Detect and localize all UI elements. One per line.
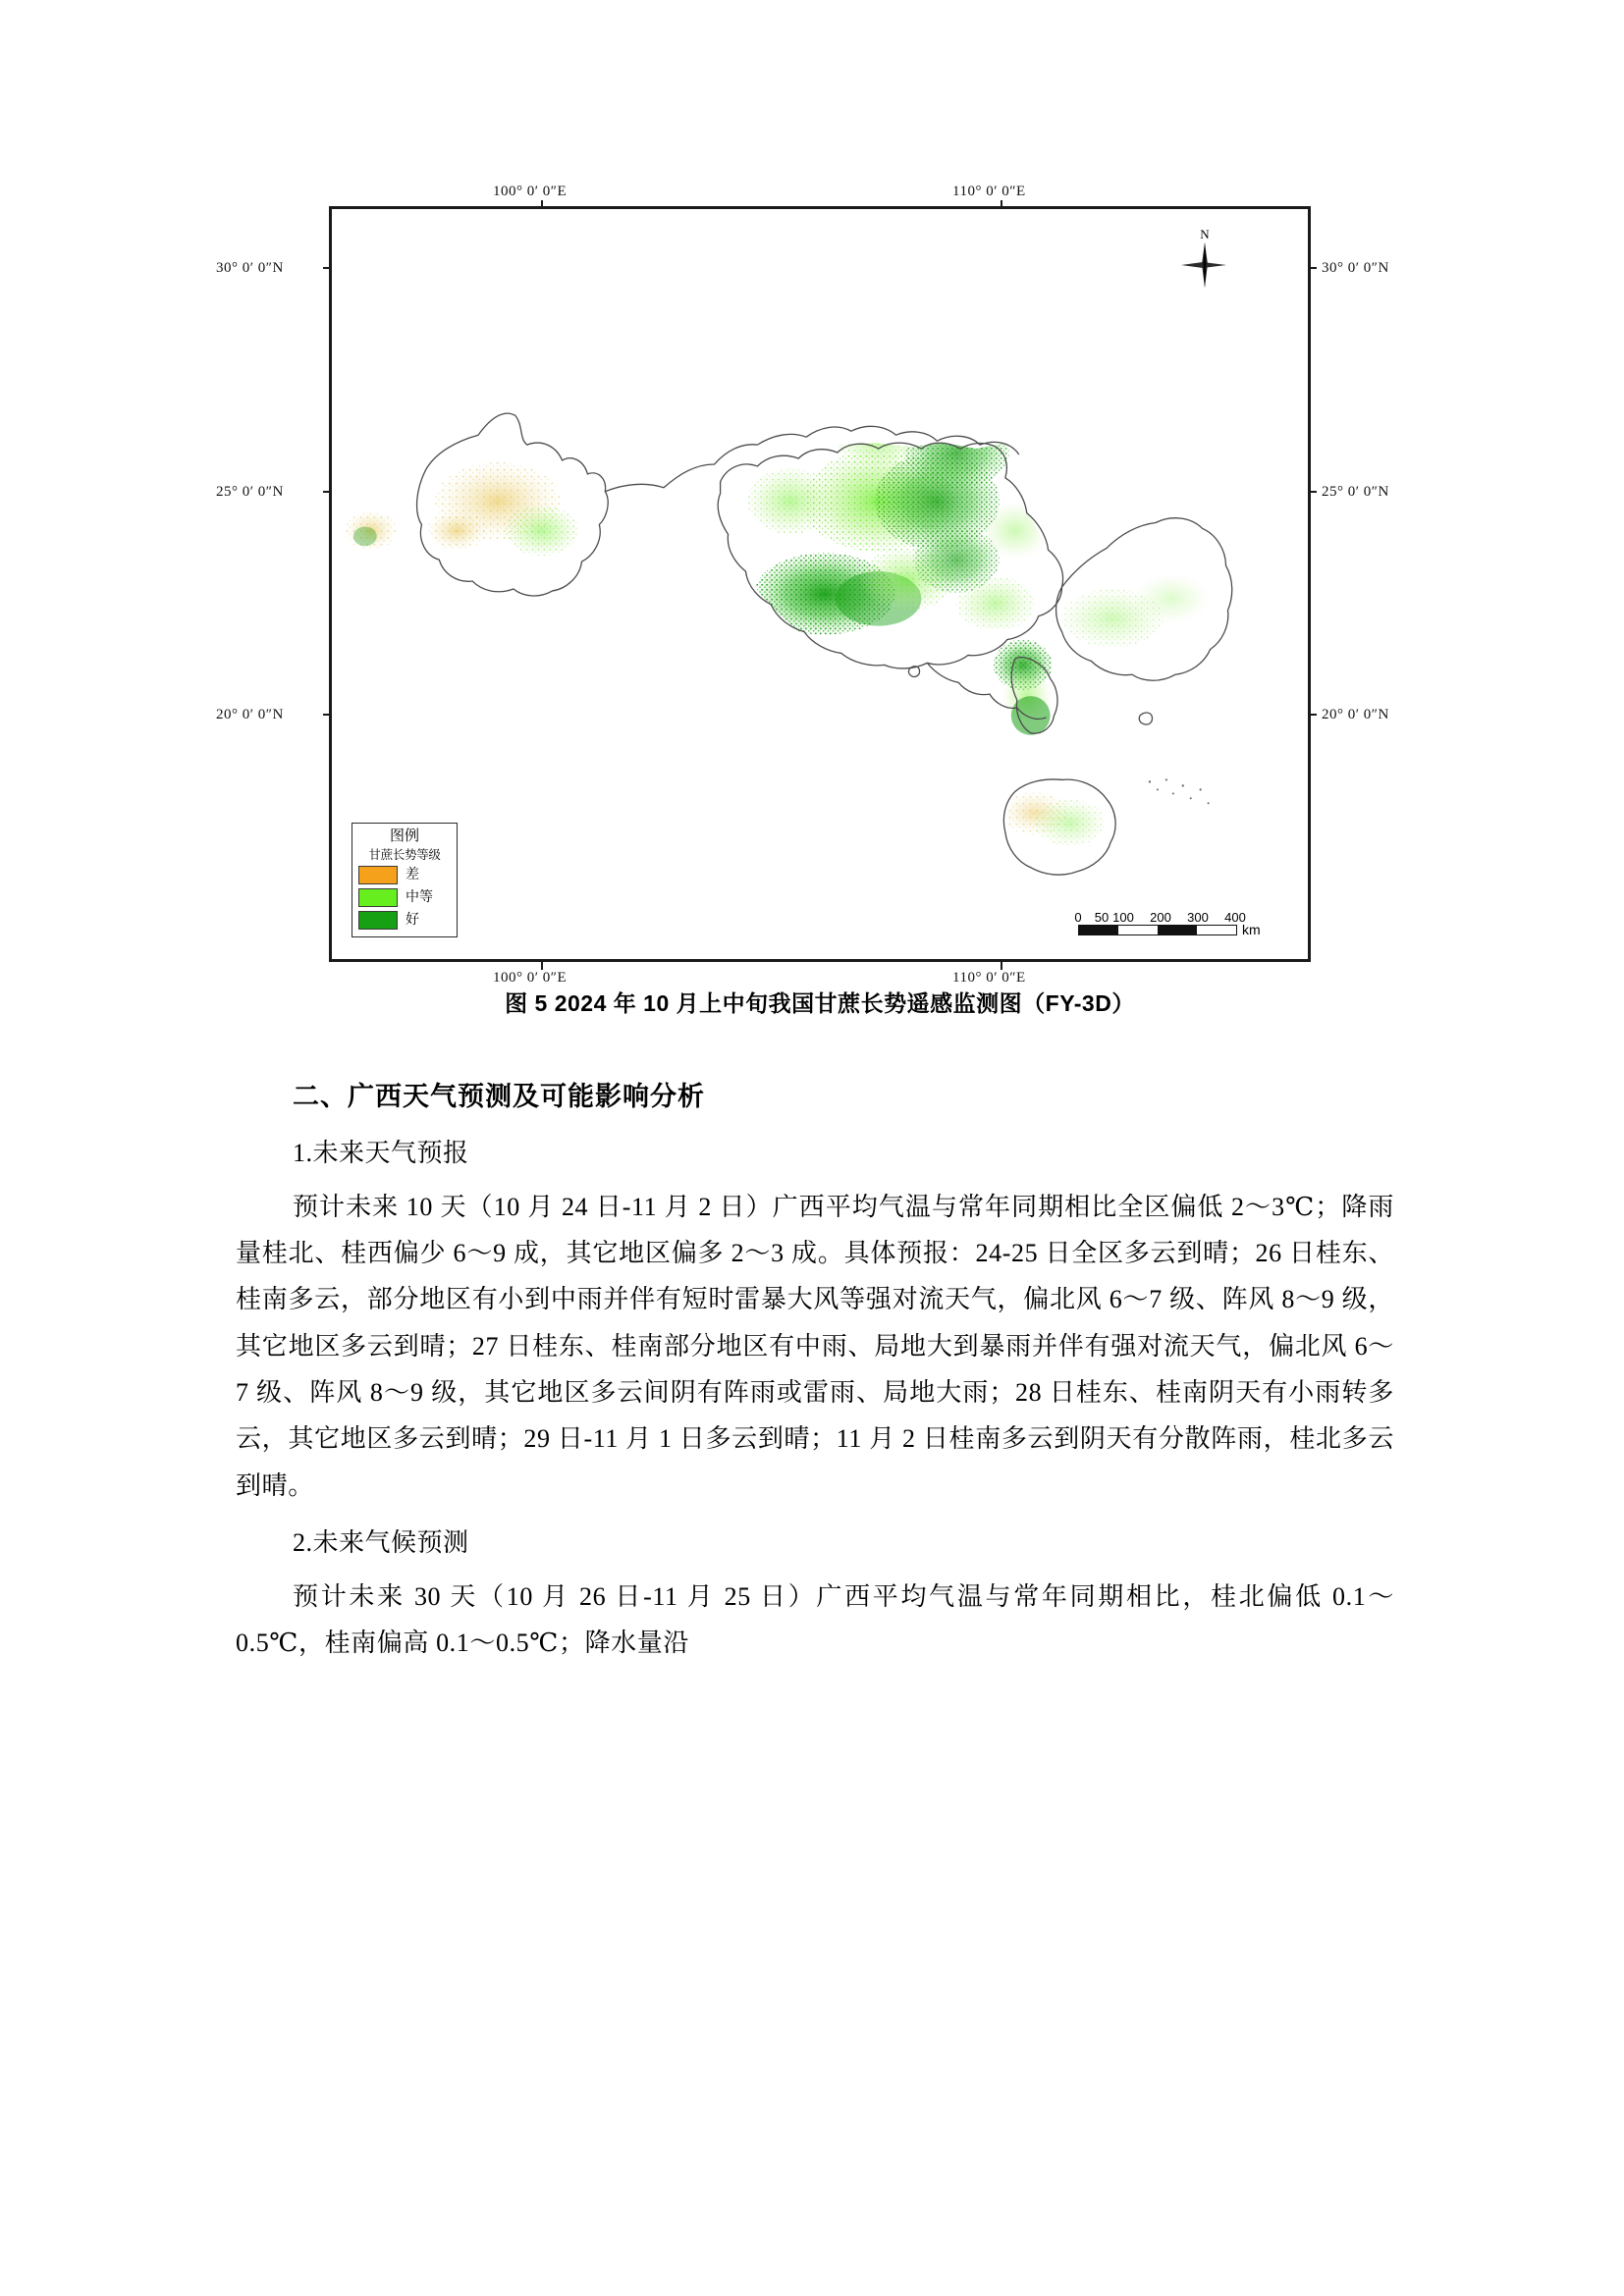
sub-heading-1: 1.未来天气预报 — [293, 1139, 469, 1167]
tick-mark — [541, 200, 543, 209]
lon-label-top-left: 100° 0′ 0″E — [493, 184, 568, 199]
tick-mark — [1308, 267, 1317, 269]
tick-mark — [1001, 961, 1002, 970]
lat-label-right-30: 30° 0′ 0″N — [1322, 260, 1389, 276]
legend-item-good — [358, 911, 451, 930]
north-arrow — [1175, 227, 1234, 295]
legend-label-poor: 差 — [406, 867, 419, 882]
map-legend — [352, 823, 458, 937]
section-heading: 二、广西天气预测及可能影响分析 — [293, 1082, 705, 1111]
sub-heading-2: 2.未来气候预测 — [293, 1527, 469, 1557]
legend-title: 图例 — [389, 828, 419, 845]
legend-item-medium — [358, 888, 451, 907]
scalebar-tick-100: 100 — [1112, 910, 1134, 925]
tick-mark — [1308, 491, 1317, 493]
tick-mark — [323, 491, 332, 493]
tick-mark — [1001, 200, 1002, 209]
tick-mark — [323, 267, 332, 269]
lat-label-left-20: 20° 0′ 0″N — [216, 707, 284, 722]
legend-label-medium: 中等 — [406, 889, 433, 905]
scalebar-segment — [1079, 926, 1118, 934]
legend-swatch-poor — [358, 866, 398, 884]
tick-mark — [541, 961, 543, 970]
legend-item-poor — [358, 866, 451, 884]
map-canvas — [332, 209, 1308, 959]
legend-subtitle: 甘蔗长势等级 — [368, 847, 441, 862]
tick-mark — [323, 714, 332, 716]
map-frame — [216, 184, 1389, 986]
paragraph-1: 预计未来 10 天（10 月 24 日-11 月 2 日）广西平均气温与常年同期相比全区偏低 2～3℃；降雨量桂北、桂西偏少 6～9 成，其它地区偏多 2～3 成。具体预报：24-25 日全区多云到晴；26 日桂东、桂南多云，部分地区有小到中雨并伴有短时雷暴大风等强对流天气，偏北风 6～7 级、阵风 8～9 级，其它地区多云到晴；27 日桂东、桂南部分地区有中雨、局地大到暴雨并伴有强对流天气，偏北风 6～7 级、阵风 8～9 级，其它地区多云间阴有阵雨或雷雨、局地大雨；28 日桂东、桂南阴天有小雨转多云，其它地区多云到晴；29 日-11 月 1 日多云到晴；11 月 2 日桂南多云到阴天有分散阵雨，桂北多云到晴。 — [236, 1192, 1394, 1500]
lon-label-bottom-right: 110° 0′ 0″E — [952, 970, 1026, 986]
scalebar-segment — [1158, 926, 1197, 934]
small-islands — [1149, 778, 1210, 804]
scalebar-tick-400: 400 — [1224, 910, 1246, 925]
figure-5 — [216, 184, 1389, 1018]
lat-label-right-25: 25° 0′ 0″N — [1322, 484, 1389, 500]
lon-label-top-right: 110° 0′ 0″E — [952, 184, 1026, 199]
scalebar-numbers — [1074, 909, 1261, 925]
north-arrow-label: N — [1200, 227, 1210, 241]
lon-label-bottom-left: 100° 0′ 0″E — [493, 970, 568, 986]
legend-swatch-medium — [358, 888, 398, 907]
scalebar-bar — [1078, 922, 1261, 937]
scalebar-unit: km — [1242, 922, 1261, 937]
map-scalebar — [1074, 909, 1261, 937]
figure-caption: 图 5 2024 年 10 月上中旬我国甘蔗长势遥感监测图（FY-3D） — [505, 990, 1135, 1016]
lat-label-left-25: 25° 0′ 0″N — [216, 484, 284, 500]
scalebar-segment — [1197, 926, 1236, 934]
scalebar-tick-0: 0 — [1074, 910, 1082, 925]
scalebar-tick-300: 300 — [1187, 910, 1209, 925]
scalebar-tick-200: 200 — [1150, 910, 1171, 925]
scalebar-segment — [1118, 926, 1158, 934]
legend-label-good: 好 — [406, 912, 419, 928]
scalebar-tick-50: 50 — [1094, 910, 1110, 925]
legend-swatch-good — [358, 911, 398, 930]
lat-label-left-30: 30° 0′ 0″N — [216, 260, 284, 276]
paragraph-2: 预计未来 30 天（10 月 26 日-11 月 25 日）广西平均气温与常年同期相比，桂北偏低 0.1～0.5℃，桂南偏高 0.1～0.5℃；降水量沿 — [236, 1581, 1394, 1657]
tick-mark — [1308, 714, 1317, 716]
lat-label-right-20: 20° 0′ 0″N — [1322, 707, 1389, 722]
document-body — [236, 1075, 1394, 1676]
